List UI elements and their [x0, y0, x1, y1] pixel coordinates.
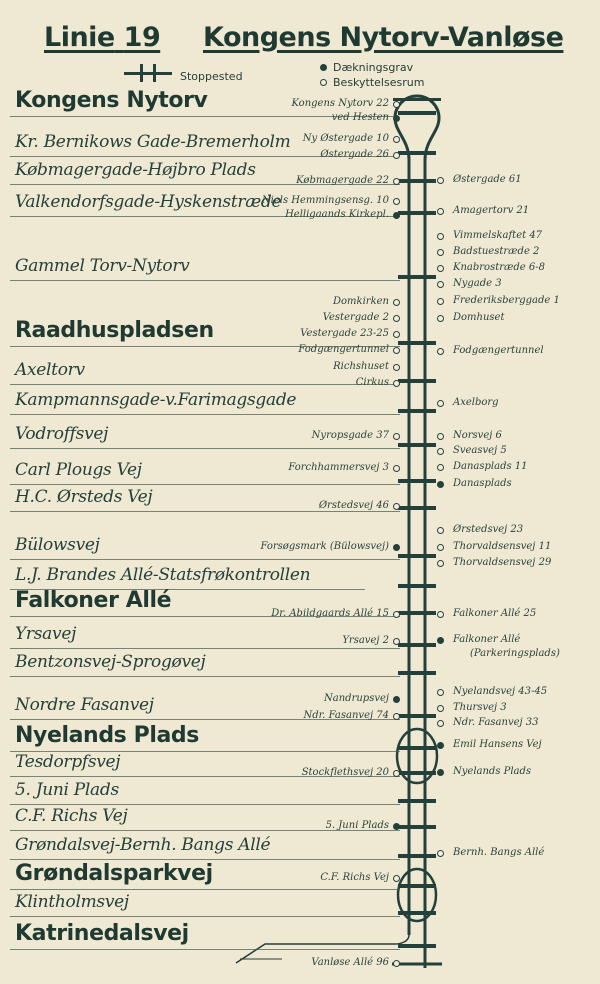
stop-divider	[10, 648, 400, 649]
shelter-label: 5. Juni Plads	[325, 820, 389, 831]
air-raid-shelter-icon	[393, 101, 400, 108]
shelter-label: Vestergade 23-25	[300, 328, 389, 339]
shelter-label: Fodgængertunnel	[298, 344, 389, 355]
air-raid-shelter-icon	[437, 400, 444, 407]
stop-tie	[398, 584, 436, 588]
air-raid-shelter-icon	[437, 348, 444, 355]
shelter-label: Fodgængertunnel	[453, 345, 544, 356]
stop-tie	[398, 409, 436, 413]
stop-name: Kampmannsgade-v.Farimagsgade	[15, 390, 297, 410]
air-raid-shelter-icon	[437, 433, 444, 440]
stop-divider	[10, 916, 400, 917]
air-raid-shelter-icon	[393, 380, 400, 387]
shelter-label: Bernh. Bangs Allé	[453, 847, 545, 858]
stop-divider	[10, 804, 400, 805]
dug-shelter-icon	[393, 696, 400, 703]
shelter-label: Nyelandsvej 43-45	[453, 686, 548, 697]
stop-divider	[10, 676, 400, 677]
stop-name: Valkendorfsgade-Hyskenstræde	[15, 192, 282, 212]
air-raid-shelter-icon	[393, 960, 400, 967]
shelter-label: Forsøgsmark (Bülowsvej)	[260, 541, 389, 552]
air-raid-shelter-icon	[437, 315, 444, 322]
air-raid-shelter-icon	[437, 265, 444, 272]
air-raid-shelter-icon	[437, 208, 444, 215]
stop-tie	[398, 275, 436, 279]
stop-divider	[10, 859, 400, 860]
stop-name: Bentzonsvej-Sprogøvej	[15, 652, 206, 672]
air-raid-shelter-icon	[320, 79, 327, 86]
shelter-label: Stockflethsvej 20	[301, 767, 389, 778]
stop-name: Bülowsvej	[15, 535, 100, 555]
stop-divider	[10, 280, 400, 281]
shelter-label: Dr. Abildgaards Allé 15	[271, 608, 389, 619]
shelter-label: Vestergade 2	[322, 312, 389, 323]
shelter-label: Vanløse Allé 96	[311, 957, 389, 968]
dug-shelter-icon	[320, 64, 327, 71]
stop-tie	[398, 554, 436, 558]
line-number: 19	[123, 22, 161, 53]
page-title-route: Kongens Nytorv-Vanløse	[203, 22, 564, 53]
air-raid-shelter-icon	[393, 875, 400, 882]
air-raid-shelter-icon	[393, 364, 400, 371]
dug-shelter-icon	[393, 115, 400, 122]
shelter-label: Thorvaldsensvej 29	[453, 557, 552, 568]
stop-tie	[398, 151, 436, 155]
stop-tie	[398, 944, 436, 948]
air-raid-shelter-icon	[437, 298, 444, 305]
stop-tie	[398, 211, 436, 215]
air-raid-shelter-icon	[393, 465, 400, 472]
stop-tie	[398, 179, 436, 183]
shelter-label: Emil Hansens Vej	[453, 739, 542, 750]
stop-name: 5. Juni Plads	[15, 780, 119, 800]
shelter-label: Richshuset	[333, 361, 389, 372]
air-raid-shelter-icon	[393, 347, 400, 354]
shelter-label: Thursvej 3	[453, 702, 507, 713]
air-raid-shelter-icon	[393, 638, 400, 645]
stop-tie	[398, 884, 436, 888]
air-raid-shelter-icon	[437, 464, 444, 471]
stop-tie	[398, 825, 436, 829]
shelter-label: Forchhammersvej 3	[288, 462, 389, 473]
stop-tie	[398, 799, 436, 803]
air-raid-shelter-icon	[437, 233, 444, 240]
shelter-label: Nyropsgade 37	[311, 430, 389, 441]
shelter-label: Nygade 3	[453, 278, 502, 289]
stop-tie	[398, 341, 436, 345]
stop-tie	[398, 911, 436, 915]
shelter-label: Ndr. Fasanvej 33	[453, 717, 539, 728]
stop-name: Klintholmsvej	[15, 892, 129, 912]
shelter-label: Vimmelskaftet 47	[453, 230, 543, 241]
stop-tie	[398, 714, 436, 718]
stop-name: Carl Plougs Vej	[15, 460, 142, 480]
stop-name: Katrinedalsvej	[15, 921, 189, 946]
legend-stop-symbol	[124, 72, 172, 75]
air-raid-shelter-icon	[437, 177, 444, 184]
air-raid-shelter-icon	[437, 689, 444, 696]
air-raid-shelter-icon	[437, 527, 444, 534]
shelter-label: Nandrupsvej	[324, 693, 389, 704]
stop-name: Raadhuspladsen	[15, 318, 214, 343]
stop-tie	[398, 443, 436, 447]
air-raid-shelter-icon	[393, 152, 400, 159]
stop-name: Axeltorv	[15, 360, 85, 380]
stop-name: Yrsavej	[15, 624, 77, 644]
shelter-label: Købmagergade 22	[296, 175, 389, 186]
shelter-label: Amagertorv 21	[453, 205, 530, 216]
air-raid-shelter-icon	[393, 611, 400, 618]
air-raid-shelter-icon	[393, 178, 400, 185]
stop-tie	[398, 506, 436, 510]
shelter-label: C.F. Richs Vej	[320, 872, 389, 883]
shelter-label: ved Hesten	[331, 112, 389, 123]
shelter-label: Yrsavej 2	[342, 635, 389, 646]
stop-divider	[10, 384, 400, 385]
stop-divider	[10, 949, 400, 950]
stop-tie	[398, 854, 436, 858]
shelter-label: Falkoner Allé	[453, 634, 521, 645]
air-raid-shelter-icon	[393, 315, 400, 322]
stop-divider	[10, 889, 400, 890]
shelter-label: Axelborg	[453, 397, 499, 408]
terminal-loop-track	[395, 96, 439, 160]
legend-shelter-filled-label: Dækningsgrav	[333, 61, 414, 74]
shelter-label: Knabrostræde 6-8	[453, 262, 546, 273]
stop-divider	[10, 414, 400, 415]
air-raid-shelter-icon	[437, 448, 444, 455]
stop-name: Nordre Fasanvej	[15, 695, 154, 715]
page-title-line: Linie 19	[44, 22, 161, 53]
shelter-label: Domkirken	[333, 296, 389, 307]
shelter-label: Ny Østergade 10	[302, 133, 389, 144]
legend-stop-label: Stoppested	[180, 70, 243, 83]
stop-name: Gammel Torv-Nytorv	[15, 256, 190, 276]
legend-shelter-open-label: Beskyttelsesrum	[333, 76, 425, 89]
air-raid-shelter-icon	[393, 713, 400, 720]
shelter-label: Badstuestræde 2	[453, 246, 540, 257]
air-raid-shelter-icon	[437, 281, 444, 288]
stop-tie	[398, 746, 436, 750]
stop-name: Kr. Bernikows Gade-Bremerholm	[15, 132, 291, 152]
dug-shelter-icon	[393, 544, 400, 551]
stop-name: Falkoner Allé	[15, 588, 172, 613]
stop-name: Købmagergade-Højbro Plads	[15, 160, 256, 180]
shelter-label: Frederiksberggade 1	[453, 295, 560, 306]
air-raid-shelter-icon	[437, 560, 444, 567]
stop-name: C.F. Richs Vej	[15, 806, 128, 826]
stop-tie	[398, 771, 436, 775]
air-raid-shelter-icon	[393, 136, 400, 143]
stop-name: Vodroffsvej	[15, 424, 109, 444]
dug-shelter-icon	[437, 481, 444, 488]
legend-stop-symbol-post	[140, 64, 143, 82]
shelter-label: Sveasvej 5	[453, 445, 507, 456]
stop-divider	[10, 448, 400, 449]
shelter-label: Cirkus	[355, 377, 389, 388]
dug-shelter-icon	[437, 742, 444, 749]
shelter-label: Østergade 61	[453, 174, 522, 185]
air-raid-shelter-icon	[437, 720, 444, 727]
shelter-label: Østergade 26	[320, 149, 389, 160]
stop-tie	[398, 479, 436, 483]
shelter-label: Domhuset	[453, 312, 505, 323]
shelter-label: Danasplads 11	[453, 461, 528, 472]
stop-name: Grøndalsparkvej	[15, 861, 213, 886]
shelter-label: Ndr. Fasanvej 74	[303, 710, 389, 721]
dug-shelter-icon	[437, 769, 444, 776]
dug-shelter-icon	[393, 823, 400, 830]
stop-name: H.C. Ørsteds Vej	[15, 487, 153, 507]
air-raid-shelter-icon	[393, 433, 400, 440]
air-raid-shelter-icon	[437, 544, 444, 551]
air-raid-shelter-icon	[393, 198, 400, 205]
air-raid-shelter-icon	[437, 249, 444, 256]
stop-tie	[393, 98, 441, 101]
dug-shelter-icon	[393, 212, 400, 219]
shelter-label: Ørstedsvej 23	[453, 524, 524, 535]
stop-name: Tesdorpfsvej	[15, 752, 121, 772]
shelter-label: Thorvaldsensvej 11	[453, 541, 552, 552]
stop-tie	[398, 611, 436, 615]
stop-divider	[10, 559, 400, 560]
shelter-label: Nyelands Plads	[453, 766, 532, 777]
stop-name: L.J. Brandes Allé-Statsfrøkontrollen	[15, 565, 311, 585]
stop-tie	[398, 671, 436, 675]
shelter-label: Norsvej 6	[453, 430, 502, 441]
shelter-label: Ørstedsvej 46	[318, 500, 389, 511]
stop-tie	[398, 379, 436, 383]
stop-name: Kongens Nytorv	[15, 88, 208, 113]
shelter-label: Niels Hemmingsensg. 10	[261, 195, 389, 206]
air-raid-shelter-icon	[393, 299, 400, 306]
dug-shelter-icon	[437, 637, 444, 644]
legend-stop-symbol-post	[153, 64, 156, 82]
air-raid-shelter-icon	[393, 503, 400, 510]
shelter-label: Danasplads	[453, 478, 512, 489]
air-raid-shelter-icon	[437, 850, 444, 857]
stop-name: Grøndalsvej-Bernh. Bangs Allé	[15, 835, 271, 855]
stop-tie	[398, 111, 436, 115]
air-raid-shelter-icon	[393, 770, 400, 777]
shelter-label: Helligaands Kirkepl.	[285, 209, 389, 220]
air-raid-shelter-icon	[437, 611, 444, 618]
air-raid-shelter-icon	[437, 705, 444, 712]
stop-name: Nyelands Plads	[15, 723, 199, 748]
shelter-label: (Parkeringsplads)	[470, 648, 560, 659]
shelter-label: Falkoner Allé 25	[453, 608, 537, 619]
stop-tie	[398, 643, 436, 647]
stop-divider	[10, 484, 400, 485]
air-raid-shelter-icon	[393, 331, 400, 338]
shelter-label: Kongens Nytorv 22	[291, 98, 389, 109]
